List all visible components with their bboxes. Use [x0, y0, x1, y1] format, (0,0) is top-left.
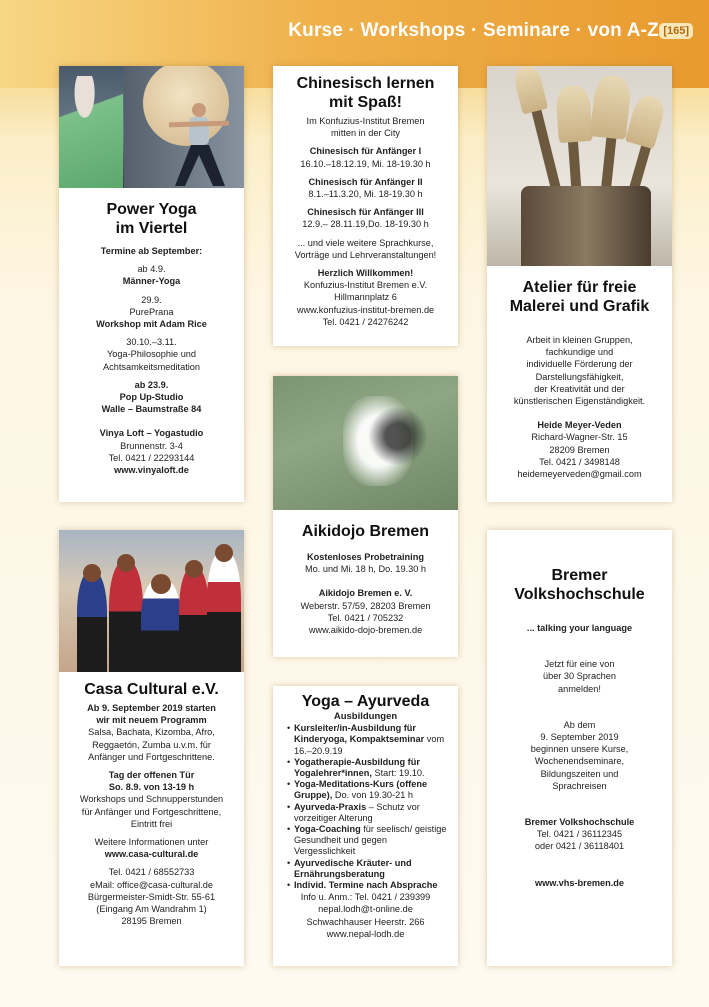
card-title: Bremer	[551, 567, 608, 584]
text-line: anmelden!	[558, 683, 601, 694]
bullet-text: für seelisch/ geistige Gesundheit und gegen Vergesslichkeit	[294, 824, 447, 857]
card-chinesisch	[273, 66, 458, 346]
text-line: Weitere Informationen unter	[94, 837, 209, 848]
card-volkshochschule	[487, 530, 672, 966]
bullet-bold: Yogatherapie-Ausbildung für Yogalehrer*innen,	[294, 756, 420, 779]
bullet-bold: Yoga-Coaching	[294, 824, 361, 835]
text-line: Tel. 0421 / 3498148	[539, 456, 620, 467]
text-line: www.konfuzius-institut-bremen.de	[296, 304, 435, 315]
bullet-icon: •	[287, 801, 291, 812]
spacer	[487, 407, 672, 419]
text-line: wir mit neuem Programm	[96, 715, 207, 726]
spacer	[487, 804, 672, 816]
text-line: Tel. 0421 / 705232	[327, 612, 404, 623]
text-line: Yoga-Philosophie und	[106, 349, 197, 360]
text-line: Tel. 0421 / 22293144	[108, 452, 195, 463]
bullet-text: vom 16.–20.9.19	[294, 734, 445, 756]
text-line: Chinesisch für Anfänger III	[307, 207, 424, 218]
text-line: Kostenloses Probetraining	[307, 552, 424, 562]
bullet-icon: •	[287, 723, 291, 734]
text-line: Chinesisch für Anfänger I	[309, 146, 422, 157]
card-body	[487, 334, 672, 480]
text-line: mitten in der City	[331, 128, 400, 139]
text-line: Arbeit in kleinen Gruppen,	[526, 335, 633, 345]
text-line: Wochenendseminare,	[534, 756, 625, 767]
text-line: Bildungszeiten und	[540, 768, 619, 779]
text-line: Achtsamkeitsmeditation	[102, 361, 201, 372]
text-line: 8.1.–11.3.20, Mi. 18-19.30 h	[308, 189, 423, 200]
spacer	[487, 646, 672, 658]
text-line: künstlerischen Eigenständigkeit.	[513, 396, 646, 407]
card-body	[273, 115, 458, 328]
text-line: Darstellungsfähigkeit,	[535, 371, 624, 382]
bullet-bold: Ayurveda-Praxis	[294, 801, 367, 812]
card-title: Volkshochschule	[514, 586, 645, 603]
text-line: Chinesisch für Anfänger II	[308, 176, 423, 187]
spacer	[487, 695, 672, 707]
bullet-text: Start: 19.10.	[371, 768, 425, 779]
text-line: Mo. und Mi. 18 h, Do. 19.30 h	[304, 564, 427, 575]
text-line: Anfänger und Fortgeschrittene.	[88, 751, 215, 762]
spacer	[487, 792, 672, 804]
list-item	[287, 757, 448, 779]
bullet-icon: •	[287, 779, 291, 790]
text-line: Bremer Volkshochschule	[524, 817, 635, 828]
card-casa-cultural	[59, 530, 244, 966]
text-line: (Eingang Am Wandrahm 1)	[96, 904, 207, 915]
spacer	[487, 865, 672, 877]
bullet-icon: •	[287, 756, 291, 767]
yoga-photo	[59, 66, 244, 188]
text-line: Aikidojo Bremen e. V.	[318, 588, 413, 599]
list-item	[287, 880, 448, 891]
card-body	[59, 702, 244, 927]
list-item	[287, 779, 448, 801]
bullet-bold: Yoga-Meditations-Kurs (offene Gruppe),	[294, 779, 428, 801]
text-line: Konfuzius-Institut Bremen e.V.	[303, 280, 428, 291]
text-line: Tel. 0421 / 24276242	[322, 316, 409, 327]
card-title: Chinesisch lernen	[296, 75, 435, 92]
text-line: Termine ab September:	[100, 246, 203, 256]
text-line: der Kreativität und der	[534, 383, 625, 394]
text-line: www.aikido-dojo-bremen.de	[308, 625, 423, 636]
text-line: Ab 9. September 2019 starten	[87, 703, 216, 713]
text-line: Info u. Anm.: Tel. 0421 / 239399	[300, 892, 431, 903]
card-title: Casa Cultural e.V.	[84, 681, 219, 698]
bullet-bold: Ayurvedische Kräuter- und Ernährungsberatung	[294, 857, 412, 879]
text-line: So. 8.9. von 13-19 h	[108, 782, 195, 793]
text-line: 28195 Bremen	[121, 916, 182, 927]
text-line: 16.10.–18.12.19, Mi. 18-19.30 h	[300, 158, 431, 169]
text-line: ab 23.9.	[134, 379, 169, 390]
text-line: Tag der offenen Tür	[108, 770, 195, 781]
list-item	[287, 824, 448, 858]
text-line: 12.9.– 28.11.19,Do. 18-19.30 h	[302, 219, 429, 230]
text-line: Weberstr. 57/59, 28203 Bremen	[300, 600, 431, 611]
text-line: ... talking your language	[526, 623, 633, 633]
spacer	[487, 634, 672, 646]
spacer	[487, 610, 672, 622]
spacer	[487, 707, 672, 719]
bullet-icon: •	[287, 857, 291, 868]
text-line: Salsa, Bachata, Kizomba, Afro,	[88, 727, 215, 738]
bullet-text: – Schutz vor vorzeitiger Alterung	[294, 801, 420, 823]
card-aikido	[273, 376, 458, 657]
list-item	[287, 723, 448, 757]
card-title: Atelier für freie	[522, 279, 637, 296]
list-item	[287, 802, 448, 824]
text-line: Tel. 0421 / 36112345	[536, 829, 623, 840]
text-line: Heide Meyer-Veden	[537, 420, 622, 431]
brushes-photo	[487, 66, 672, 266]
list-item	[287, 858, 448, 880]
text-line: Männer-Yoga	[122, 276, 181, 287]
card-atelier	[487, 66, 672, 502]
bullet-list	[273, 723, 458, 891]
bullet-icon: •	[287, 880, 291, 891]
text-line: für Anfänger und Fortgeschrittene,	[81, 806, 222, 817]
card-body	[273, 891, 458, 940]
spacer	[273, 575, 458, 587]
card-title: Aikidojo Bremen	[301, 523, 430, 540]
text-line: Bürgermeister-Smidt-Str. 55-61	[87, 891, 216, 902]
dancers-photo	[59, 530, 244, 672]
text-line: Im Konfuzius-Institut Bremen	[306, 116, 425, 126]
text-line: über 30 Sprachen	[542, 671, 617, 682]
text-line: nepal.lodh@t-online.de	[318, 904, 413, 915]
text-line: individuelle Förderung der	[526, 359, 633, 370]
text-line: ab 4.9.	[137, 264, 166, 275]
card-title: Malerei und Grafik	[509, 298, 650, 315]
text-line: Vinya Loft – Yogastudio	[99, 428, 204, 439]
text-line: Sprachreisen	[552, 780, 607, 791]
text-line: Eintritt frei	[130, 818, 173, 829]
text-line: Jetzt für eine von	[544, 659, 615, 670]
text-line: 9. September 2019	[540, 732, 619, 743]
text-line: Workshop mit Adam Rice	[96, 319, 207, 330]
text-line: www.vinyaloft.de	[114, 465, 189, 476]
card-subtitle: Ausbildungen	[333, 711, 398, 722]
bullet-bold: Individ. Termine nach Absprache	[294, 880, 438, 891]
text-line: Brunnenstr. 3-4	[120, 440, 183, 451]
text-line: 28209 Bremen	[549, 444, 610, 455]
text-line: Schwachhauser Heerstr. 266	[306, 916, 425, 927]
card-yoga-ayurveda	[273, 686, 458, 966]
text-line: Workshops und Schnupperstunden	[79, 794, 224, 805]
text-line: oder 0421 / 36118401	[534, 841, 625, 852]
text-line: heidemeyerveden@gmail.com	[517, 469, 642, 480]
bullet-icon: •	[287, 824, 291, 835]
card-title: im Viertel	[115, 220, 188, 237]
text-line: ... und viele weitere Sprachkurse,	[297, 237, 434, 248]
text-line: PurePrana	[129, 306, 174, 317]
card-title: mit Spaß!	[329, 94, 402, 111]
text-line: Richard-Wagner-Str. 15	[531, 432, 628, 443]
page-number: [165]	[659, 23, 693, 39]
card-title: Yoga – Ayurveda	[301, 693, 430, 710]
bullet-text: Do. von 19.30-21 h	[332, 790, 413, 801]
text-line: Reggaetón, Zumba u.v.m. für	[92, 739, 211, 750]
card-title: Power Yoga	[106, 201, 197, 218]
text-line: Hillmannplatz 6	[334, 292, 397, 303]
text-line: Pop Up-Studio	[119, 392, 184, 403]
text-line: 30.10.–3.11.	[126, 337, 177, 348]
bullet-bold: Kursleiter/in-Ausbildung für Kinderyoga, Kompaktseminar	[294, 723, 425, 745]
text-line: Ab dem	[563, 719, 596, 730]
card-body	[59, 245, 244, 476]
text-line: eMail: office@casa-cultural.de	[89, 879, 214, 890]
text-line: Herzlich Willkommen!	[317, 268, 414, 279]
text-line: Tel. 0421 / 68552733	[108, 867, 195, 878]
text-line: 29.9.	[141, 294, 162, 305]
text-line: fachkundige und	[545, 347, 614, 358]
spacer	[487, 853, 672, 865]
text-line: Walle – Baumstraße 84	[101, 404, 202, 415]
spacer	[59, 415, 244, 427]
text-line: www.vhs-bremen.de	[534, 877, 624, 888]
text-line: beginnen unsere Kurse,	[530, 744, 629, 755]
text-line: www.nepal-lodh.de	[326, 928, 405, 939]
card-power-yoga	[59, 66, 244, 502]
page-header-title: Kurse · Workshops · Seminare · von A-Z	[288, 20, 659, 41]
text-line: Vorträge und Lehrveranstaltungen!	[294, 249, 437, 260]
card-body	[487, 610, 672, 889]
card-body	[273, 551, 458, 636]
text-line: www.casa-cultural.de	[104, 849, 199, 860]
aikido-photo	[273, 376, 458, 510]
